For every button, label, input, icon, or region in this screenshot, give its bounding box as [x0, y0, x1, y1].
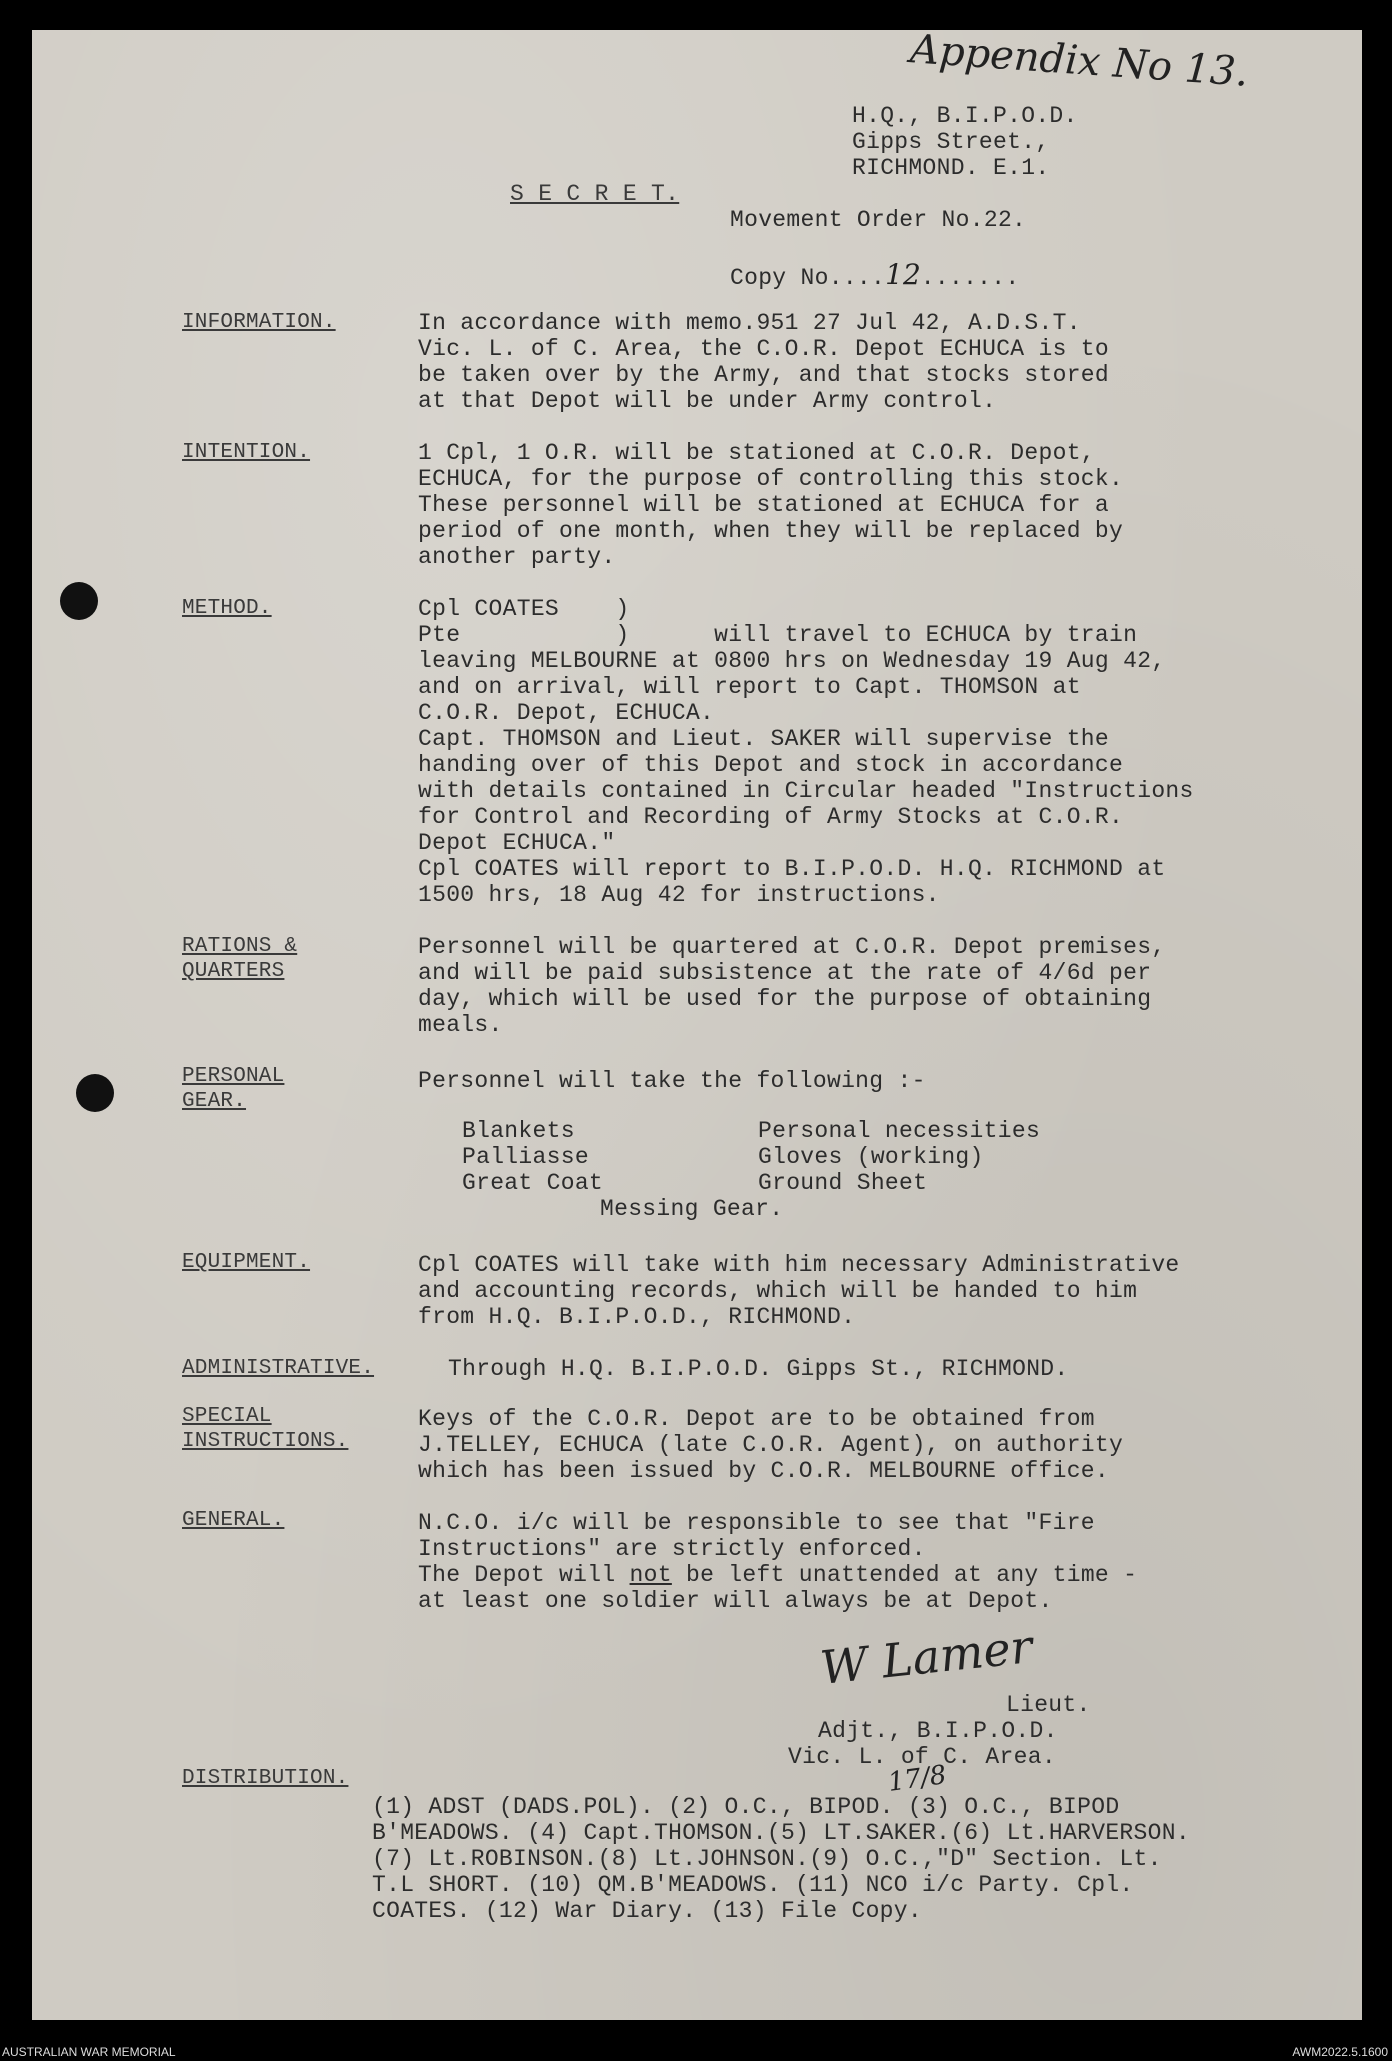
- method-line: and on arrival, will report to Capt. THOMSON at: [418, 674, 1081, 700]
- signature-date: 17/8: [886, 1760, 949, 1798]
- special-line: Keys of the C.O.R. Depot are to be obtained from: [418, 1406, 1095, 1432]
- method-line: Cpl COATES will report to B.I.P.O.D. H.Q. RICHMOND at: [418, 856, 1166, 882]
- footer-institution: AUSTRALIAN WAR MEMORIAL: [2, 2045, 176, 2059]
- equipment-line: Cpl COATES will take with him necessary Administrative: [418, 1252, 1180, 1278]
- intention-line: These personnel will be stationed at ECHUCA for a: [418, 492, 1110, 518]
- personal-gear-intro: Personnel will take the following :-: [418, 1068, 926, 1094]
- distribution-line: B'MEADOWS. (4) Capt.THOMSON.(5) LT.SAKER.(6) Lt.HARVERSON.: [372, 1820, 1190, 1846]
- gear-item: Great Coat: [462, 1170, 604, 1196]
- secret-heading: S E C R E T.: [510, 181, 680, 207]
- method-line: with details contained in Circular headed "Instructions: [418, 778, 1194, 804]
- intention-line: 1 Cpl, 1 O.R. will be stationed at C.O.R. Depot,: [418, 440, 1095, 466]
- information-line: be taken over by the Army, and that stocks stored: [418, 362, 1110, 388]
- gear-item: Ground Sheet: [758, 1170, 928, 1196]
- general-line: Instructions" are strictly enforced.: [418, 1536, 926, 1562]
- general-line-3-end: be left unattended at any time -: [671, 1562, 1138, 1588]
- equipment-line: from H.Q. B.I.P.O.D., RICHMOND.: [418, 1304, 856, 1330]
- special-heading-line-2: INSTRUCTIONS.: [182, 1430, 349, 1453]
- archive-footer: [0, 2043, 1392, 2061]
- gear-item: Personal necessities: [758, 1118, 1041, 1144]
- rations-heading-line-2: QUARTERS: [182, 960, 285, 983]
- rations-line: day, which will be used for the purpose of obtaining: [418, 986, 1152, 1012]
- administrative-heading: ADMINISTRATIVE.: [182, 1357, 375, 1380]
- intention-line: period of one month, when they will be replaced by: [418, 518, 1124, 544]
- punch-hole-bottom: [76, 1074, 114, 1112]
- general-line-3-emphasis: not: [629, 1562, 672, 1588]
- rations-line: meals.: [418, 1012, 503, 1038]
- gear-item: Palliasse: [462, 1144, 589, 1170]
- copy-number-line: [730, 258, 1019, 291]
- distribution-line: (1) ADST (DADS.POL). (2) O.C., BIPOD. (3) O.C., BIPOD: [372, 1794, 1120, 1820]
- method-line: for Control and Recording of Army Stocks at C.O.R.: [418, 804, 1124, 830]
- gear-item: Blankets: [462, 1118, 575, 1144]
- information-line: In accordance with memo.951 27 Jul 42, A.D.S.T.: [418, 310, 1081, 336]
- signature-rank: Lieut.: [1006, 1692, 1091, 1718]
- method-line: C.O.R. Depot, ECHUCA.: [418, 700, 715, 726]
- copy-prefix: Copy No....: [730, 265, 886, 291]
- movement-order: Movement Order No.22.: [730, 207, 1027, 233]
- gear-item: Gloves (working): [758, 1144, 984, 1170]
- special-line: which has been issued by C.O.R. MELBOURNE office.: [418, 1458, 1110, 1484]
- distribution-heading: DISTRIBUTION.: [182, 1767, 349, 1790]
- information-line: at that Depot will be under Army control.: [418, 388, 997, 414]
- information-heading: INFORMATION.: [182, 311, 336, 334]
- hq-line-3: RICHMOND. E.1.: [852, 155, 1050, 181]
- intention-heading: INTENTION.: [182, 441, 311, 464]
- punch-hole-top: [60, 582, 98, 620]
- general-line-3: [418, 1562, 1137, 1588]
- method-line: Pte ) will travel to ECHUCA by train: [418, 622, 1138, 648]
- copy-number: 12: [885, 258, 921, 291]
- signature-area: Vic. L. of C. Area.: [788, 1744, 1056, 1770]
- personal-gear-heading-line-2: GEAR.: [182, 1090, 247, 1113]
- method-line: Depot ECHUCA.": [418, 830, 616, 856]
- rations-line: and will be paid subsistence at the rate of 4/6d per: [418, 960, 1152, 986]
- gear-item: Messing Gear.: [600, 1196, 784, 1222]
- administrative-text: Through H.Q. B.I.P.O.D. Gipps St., RICHMOND.: [448, 1356, 1069, 1382]
- appendix-annotation: Appendix No 13.: [908, 26, 1250, 96]
- intention-line: ECHUCA, for the purpose of controlling this stock.: [418, 466, 1124, 492]
- method-line: Capt. THOMSON and Lieut. SAKER will supervise the: [418, 726, 1110, 752]
- signature: W Lamer: [817, 1619, 1035, 1695]
- equipment-line: and accounting records, which will be handed to him: [418, 1278, 1138, 1304]
- rations-heading-line-1: RATIONS &: [182, 935, 298, 958]
- signature-appointment: Adjt., B.I.P.O.D.: [818, 1718, 1058, 1744]
- general-heading: GENERAL.: [182, 1509, 285, 1532]
- copy-suffix: .......: [920, 265, 1020, 291]
- equipment-heading: EQUIPMENT.: [182, 1251, 311, 1274]
- method-heading: METHOD.: [182, 597, 272, 620]
- general-line: at least one soldier will always be at Depot.: [418, 1588, 1053, 1614]
- special-line: J.TELLEY, ECHUCA (late C.O.R. Agent), on authority: [418, 1432, 1124, 1458]
- distribution-line: COATES. (12) War Diary. (13) File Copy.: [372, 1898, 922, 1924]
- personal-gear-heading-line-1: PERSONAL: [182, 1065, 285, 1088]
- intention-line: another party.: [418, 544, 616, 570]
- distribution-line: T.L SHORT. (10) QM.B'MEADOWS. (11) NCO i/c Party. Cpl.: [372, 1872, 1134, 1898]
- information-line: Vic. L. of C. Area, the C.O.R. Depot ECHUCA is to: [418, 336, 1110, 362]
- general-line-3-start: The Depot will: [418, 1562, 630, 1588]
- method-line: 1500 hrs, 18 Aug 42 for instructions.: [418, 882, 940, 908]
- general-line: N.C.O. i/c will be responsible to see that "Fire: [418, 1510, 1095, 1536]
- footer-reference: AWM2022.5.1600: [1292, 2045, 1388, 2059]
- method-line: handing over of this Depot and stock in accordance: [418, 752, 1124, 778]
- rations-line: Personnel will be quartered at C.O.R. Depot premises,: [418, 934, 1166, 960]
- special-heading-line-1: SPECIAL: [182, 1405, 272, 1428]
- hq-line-2: Gipps Street.,: [852, 129, 1050, 155]
- distribution-line: (7) Lt.ROBINSON.(8) Lt.JOHNSON.(9) O.C.,"D" Section. Lt.: [372, 1846, 1162, 1872]
- method-line: Cpl COATES ): [418, 596, 630, 622]
- hq-line-1: H.Q., B.I.P.O.D.: [852, 103, 1078, 129]
- method-line: leaving MELBOURNE at 0800 hrs on Wednesday 19 Aug 42,: [418, 648, 1166, 674]
